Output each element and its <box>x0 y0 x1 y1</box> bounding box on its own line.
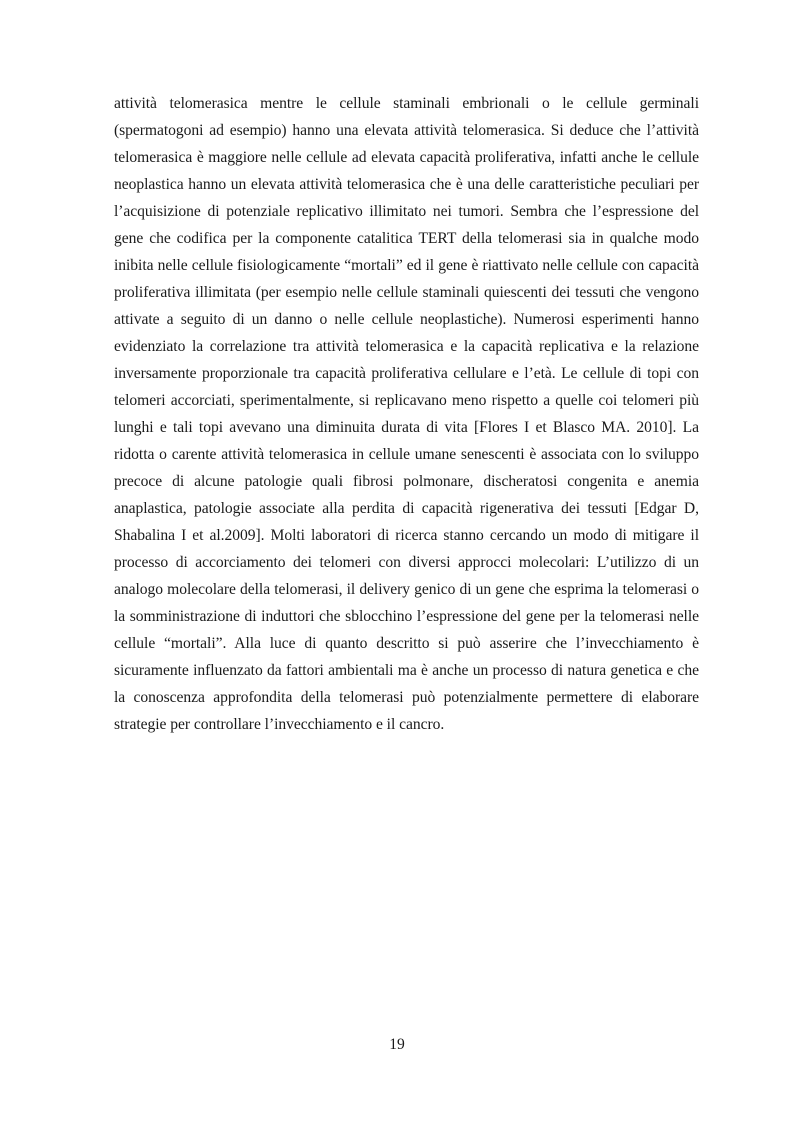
body-paragraph: attività telomerasica mentre le cellule staminali embrionali o le cellule germinali (spermatogoni ad esempio) hanno una elevata attività telomerasica. Si deduce che l’attività telomerasica è maggiore nelle cellule ad elevata capacità proliferativa, infatti anche le cellule neoplastica hanno un elevata attività telomerasica che è una delle caratteristiche peculiari per l’acquisizione di potenziale replicativo illimitato nei tumori. Sembra che l’espressione del gene che codifica per la componente catalitica TERT della telomerasi sia in qualche modo inibita nelle cellule fisiologicamente “mortali” ed il gene è riattivato nelle cellule con capacità proliferativa illimitata (per esempio nelle cellule staminali quiescenti dei tessuti che vengono attivate a seguito di un danno o nelle cellule neoplastiche). Numerosi esperimenti hanno evidenziato la correlazione tra attività telomerasica e la capacità replicativa e la relazione inversamente proporzionale tra capacità proliferativa cellulare e l’età. Le cellule di topi con telomeri accorciati, sperimentalmente, si replicavano meno rispetto a quelle coi telomeri più lunghi e tali topi avevano una diminuita durata di vita [Flores I et Blasco MA. 2010]. La ridotta o carente attività telomerasica in cellule umane senescenti è associata con lo sviluppo precoce di alcune patologie quali fibrosi polmonare, discheratosi congenita e anemia anaplastica, patologie associate alla perdita di capacità rigenerativa dei tessuti [Edgar D, Shabalina I et al.2009]. Molti laboratori di ricerca stanno cercando un modo di mitigare il processo di accorciamento dei telomeri con diversi approcci molecolari: L’utilizzo di un analogo molecolare della telomerasi, il delivery genico di un gene che esprima la telomerasi o la somministrazione di induttori che sblocchino l’espressione del gene per la telomerasi nelle cellule “mortali”. Alla luce di quanto descritto si può asserire che l’invecchiamento è sicuramente influenzato da fattori ambientali ma è anche un processo di natura genetica e che la conoscenza approfondita della telomerasi può potenzialmente permettere di elaborare strategie per controllare l’invecchiamento e il cancro. <box>114 95 699 733</box>
page-number: 19 <box>389 1036 405 1053</box>
